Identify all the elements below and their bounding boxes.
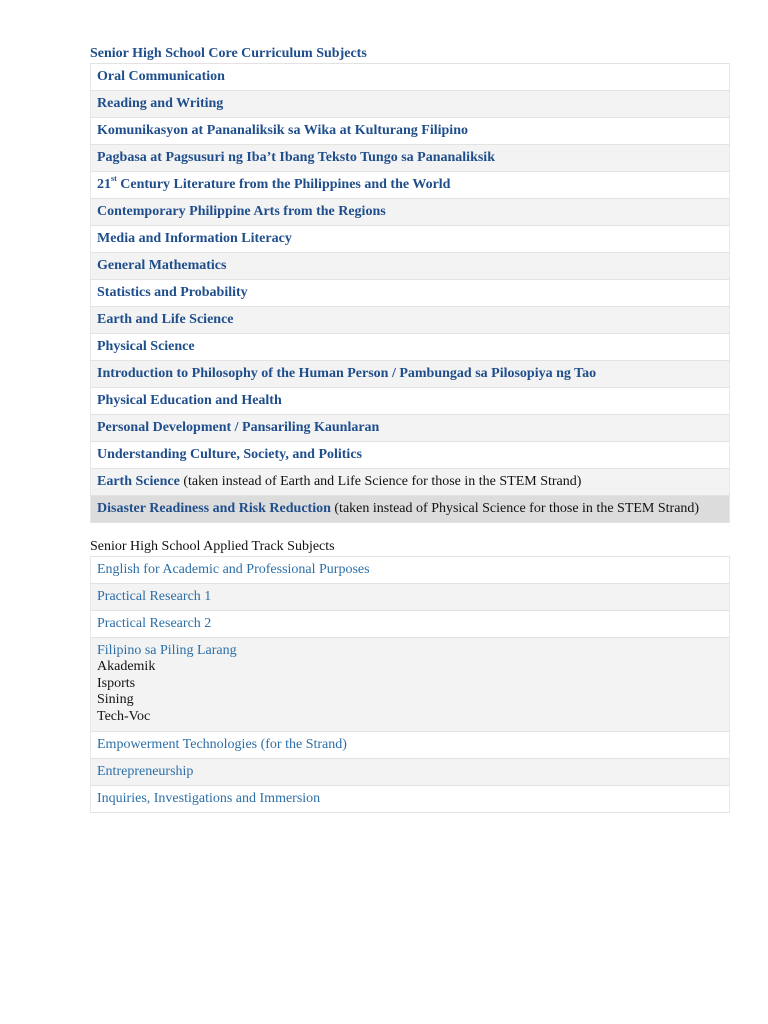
subject-link-earth-life-science[interactable]: Earth and Life Science — [97, 312, 234, 327]
table-row — [91, 145, 730, 172]
list-item: Isports — [97, 675, 136, 691]
core-subjects-caption: Senior High School Core Curriculum Subjects — [90, 46, 367, 61]
table-cell — [91, 307, 730, 334]
subject-link-earth-science[interactable]: Earth Science — [97, 474, 180, 489]
table-cell — [91, 388, 730, 415]
table-cell — [91, 638, 730, 732]
table-cell — [91, 415, 730, 442]
table-row — [91, 280, 730, 307]
table-row — [91, 118, 730, 145]
table-cell — [91, 442, 730, 469]
table-cell — [91, 64, 730, 91]
subject-link-personal-development[interactable]: Personal Development / Pansariling Kaunlaran — [97, 420, 380, 435]
table-row — [91, 759, 730, 786]
table-cell — [91, 199, 730, 226]
subject-link-physical-science[interactable]: Physical Science — [97, 339, 195, 354]
table-cell — [91, 759, 730, 786]
table-cell — [91, 253, 730, 280]
applied-subjects-caption: Senior High School Applied Track Subjects — [90, 539, 335, 554]
table-cell — [91, 611, 730, 638]
table-row — [91, 172, 730, 199]
table-cell — [91, 334, 730, 361]
subject-note: (taken instead of Earth and Life Science for those in the STEM Strand) — [179, 474, 582, 489]
applied-subjects-table — [90, 556, 730, 813]
table-cell — [91, 145, 730, 172]
ordinal-suffix: st — [111, 174, 117, 184]
table-row — [91, 469, 730, 496]
subject-link-filipino-piling-larang[interactable]: Filipino sa Piling Larang — [97, 643, 237, 658]
subject-link-general-mathematics[interactable]: General Mathematics — [97, 258, 227, 273]
list-item: Tech-Voc — [97, 708, 151, 724]
table-cell — [91, 786, 730, 813]
subject-link-21st-century-literature[interactable] — [97, 174, 451, 192]
table-cell — [91, 91, 730, 118]
subject-link-media-info-literacy[interactable]: Media and Information Literacy — [97, 231, 292, 246]
subject-link-reading-writing[interactable]: Reading and Writing — [97, 96, 224, 111]
table-cell — [91, 496, 730, 523]
table-row — [91, 732, 730, 759]
table-cell — [91, 469, 730, 496]
subject-link-contemporary-arts[interactable]: Contemporary Philippine Arts from the Regions — [97, 204, 386, 219]
table-row — [91, 388, 730, 415]
track-sublist — [97, 659, 723, 725]
table-cell — [91, 280, 730, 307]
subject-note: (taken instead of Physical Science for those in the STEM Strand) — [330, 501, 700, 516]
subject-link-entrepreneurship[interactable]: Entrepreneurship — [97, 764, 194, 779]
subject-link-inquiries-immersion[interactable]: Inquiries, Investigations and Immersion — [97, 791, 321, 806]
subject-link-disaster-readiness[interactable]: Disaster Readiness and Risk Reduction — [97, 501, 331, 516]
subject-title-prefix: 21 — [97, 177, 111, 192]
table-row — [91, 253, 730, 280]
table-row — [91, 557, 730, 584]
subject-link-practical-research-2[interactable]: Practical Research 2 — [97, 616, 212, 631]
subject-link-pagbasa[interactable]: Pagbasa at Pagsusuri ng Iba’t Ibang Teksto Tungo sa Pananaliksik — [97, 150, 495, 165]
table-row — [91, 334, 730, 361]
applied-subjects-section — [90, 538, 730, 813]
subject-title-suffix: Century Literature from the Philippines and the World — [116, 177, 451, 192]
list-item: Sining — [97, 692, 134, 707]
table-row-hovered — [91, 496, 730, 523]
table-row — [91, 361, 730, 388]
table-cell — [91, 118, 730, 145]
table-cell — [91, 584, 730, 611]
table-row — [91, 611, 730, 638]
table-row — [91, 584, 730, 611]
table-cell — [91, 361, 730, 388]
subject-link-pe-health[interactable]: Physical Education and Health — [97, 393, 282, 408]
core-subjects-table — [90, 63, 730, 523]
subject-link-culture-society-politics[interactable]: Understanding Culture, Society, and Politics — [97, 447, 362, 462]
table-row — [91, 415, 730, 442]
subject-link-statistics-probability[interactable]: Statistics and Probability — [97, 285, 248, 300]
table-row — [91, 226, 730, 253]
subject-link-practical-research-1[interactable]: Practical Research 1 — [97, 589, 212, 604]
table-row — [91, 638, 730, 732]
list-item: Akademik — [97, 659, 156, 674]
table-row — [91, 786, 730, 813]
core-subjects-section — [90, 45, 730, 523]
subject-link-philosophy[interactable]: Introduction to Philosophy of the Human Person / Pambungad sa Pilosopiya ng Tao — [97, 366, 597, 381]
table-row — [91, 91, 730, 118]
table-cell — [91, 226, 730, 253]
subject-link-oral-communication[interactable]: Oral Communication — [97, 69, 225, 84]
table-row — [91, 64, 730, 91]
table-row — [91, 442, 730, 469]
table-cell — [91, 557, 730, 584]
table-row — [91, 307, 730, 334]
table-cell — [91, 732, 730, 759]
subject-link-komunikasyon[interactable]: Komunikasyon at Pananaliksik sa Wika at Kulturang Filipino — [97, 123, 468, 138]
subject-link-english-academic[interactable]: English for Academic and Professional Purposes — [97, 562, 370, 577]
table-cell — [91, 172, 730, 199]
table-row — [91, 199, 730, 226]
subject-link-empowerment-technologies[interactable]: Empowerment Technologies (for the Strand) — [97, 737, 347, 752]
